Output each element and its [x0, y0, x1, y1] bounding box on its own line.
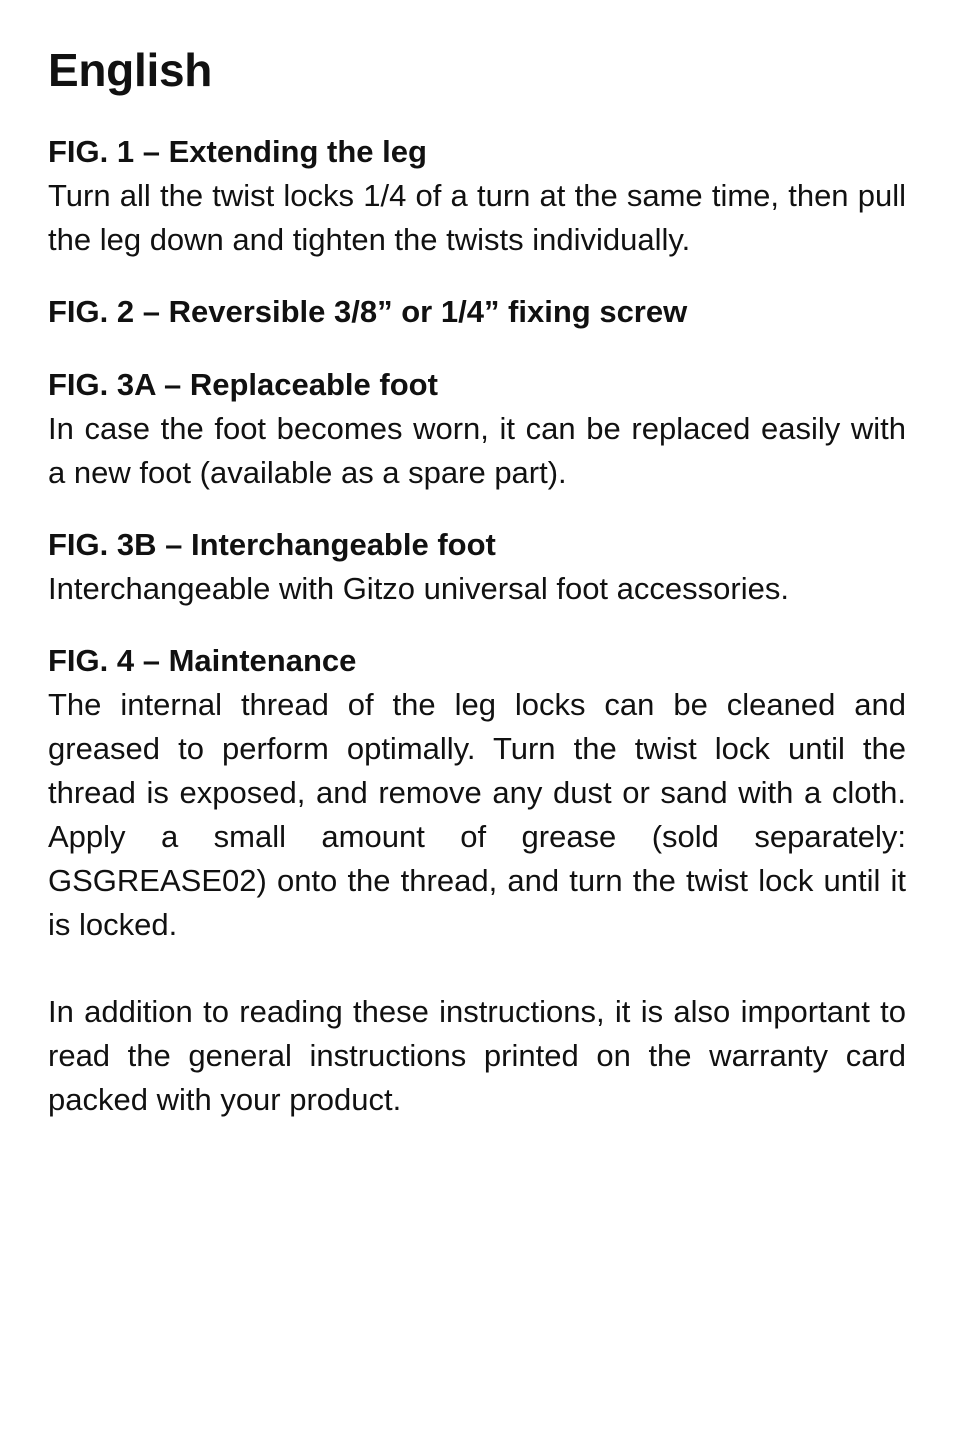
- closing-note: In addition to reading these instructions, it is also important to read the general instructions printed on the warranty card packed with your product.: [48, 994, 906, 1117]
- section-heading: FIG. 3B – Interchangeable foot: [48, 527, 496, 562]
- section-body: Interchangeable with Gitzo universal foot accessories.: [48, 571, 789, 606]
- section-body: In case the foot becomes worn, it can be replaced easily with a new foot (available as a spare part).: [48, 411, 906, 490]
- section-heading: FIG. 3A – Replaceable foot: [48, 367, 438, 402]
- section-fig4: [48, 639, 906, 947]
- language-title: English: [48, 44, 213, 96]
- section-fig1: [48, 130, 906, 262]
- section-heading: FIG. 1 – Extending the leg: [48, 134, 427, 169]
- section-heading: FIG. 2 – Reversible 3/8” or 1/4” fixing screw: [48, 294, 688, 329]
- section-fig3b: [48, 523, 906, 611]
- section-body: The internal thread of the leg locks can be cleaned and greased to perform optimally. Turn the twist lock until the thread is exposed, and remove any dust or sand with a cloth. Apply a small amount of grease (sold separately: GSGREASE02) onto the thread, and turn the twist lock until it is locked.: [48, 687, 906, 942]
- section-body: Turn all the twist locks 1/4 of a turn at the same time, then pull the leg down and tighten the twists individually.: [48, 178, 906, 257]
- section-fig3a: [48, 363, 906, 495]
- section-fig2: [48, 290, 906, 334]
- section-heading: FIG. 4 – Maintenance: [48, 643, 357, 678]
- closing-note-section: [48, 990, 906, 1122]
